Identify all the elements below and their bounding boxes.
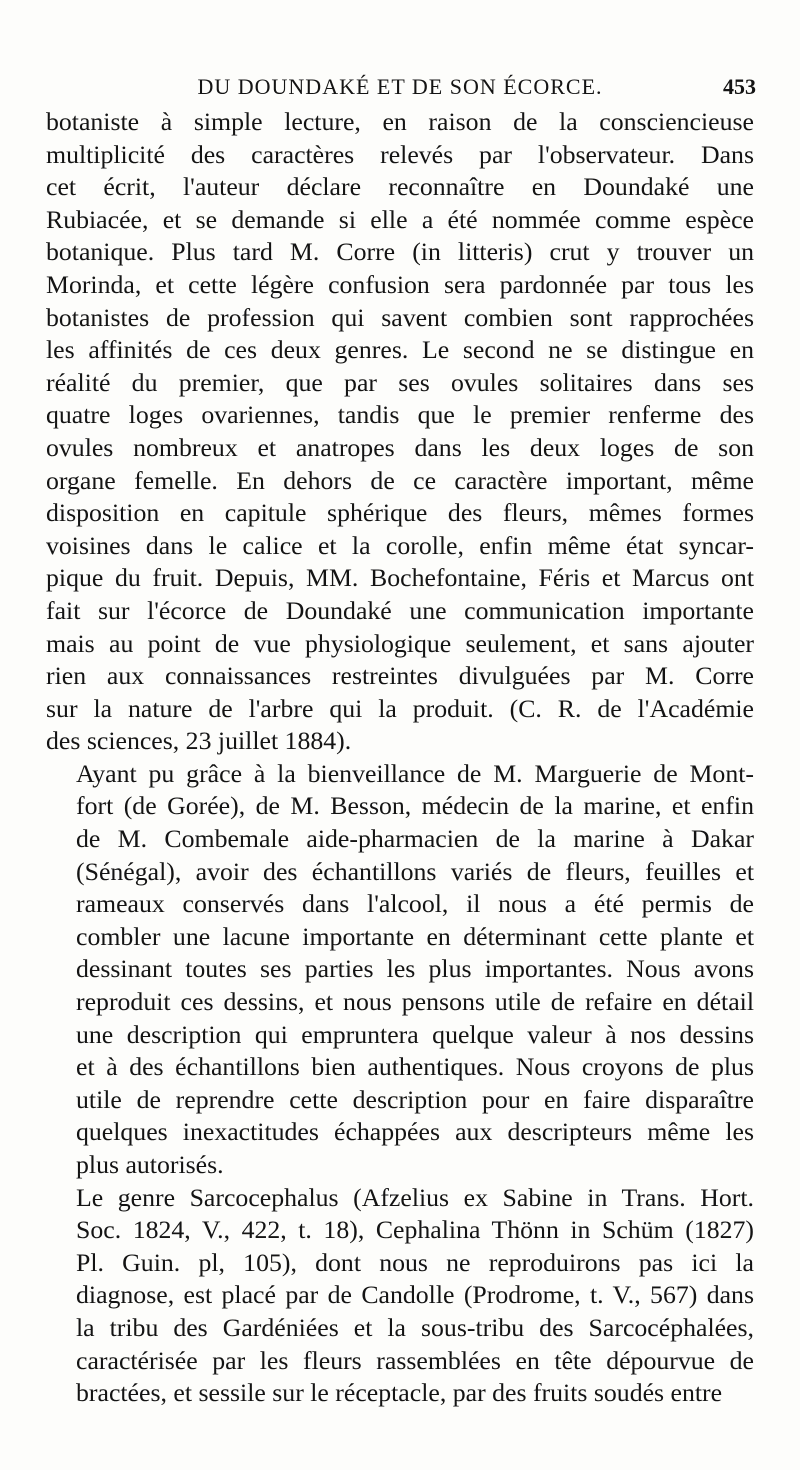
text-line: des sciences, 23 juillet 1884). xyxy=(46,726,352,756)
text-line: botaniste à simple lecture, en raison de la consciencieuse xyxy=(46,107,754,136)
text-line: organe femelle. En dehors de ce caractère important, même xyxy=(46,465,754,495)
paragraph-3 xyxy=(46,1182,754,1410)
text-line: Pl. Guin. pl, 105), dont nous ne reproduirons pas ici la xyxy=(76,1247,754,1277)
text-line: Soc. 1824, V., 422, t. 18), Cephalina Thönn in Schüm (1827) xyxy=(76,1215,754,1245)
text-line: une description qui empruntera quelque valeur à nos dessins xyxy=(76,1019,754,1049)
text-line: et à des échantillons bien authentiques. Nous croyons de plus xyxy=(76,1052,754,1082)
text-line: réalité du premier, que par ses ovules solitaires dans ses xyxy=(46,367,754,397)
text-line: combler une lacune importante en déterminant cette plante et xyxy=(76,921,754,951)
text-line: reproduit ces dessins, et nous pensons utile de refaire en détail xyxy=(76,987,754,1017)
text-line: fait sur l'écorce de Doundaké une communication importante xyxy=(46,595,754,625)
text-line: (Sénégal), avoir des échantillons variés de fleurs, feuilles et xyxy=(76,856,754,886)
text-line: rien aux connaissances restreintes divulguées par M. Corre xyxy=(46,661,754,691)
page-number: 453 xyxy=(723,74,756,99)
text-line: mais au point de vue physiologique seulement, et sans ajouter xyxy=(46,628,754,658)
text-line: pique du fruit. Depuis, MM. Bochefontaine, Féris et Marcus ont xyxy=(46,563,754,593)
text-line: la tribu des Gardéniées et la sous-tribu des Sarcocéphalées, xyxy=(76,1312,754,1342)
text-line: bractées, et sessile sur le réceptacle, par des fruits soudés entre xyxy=(76,1378,723,1408)
text-line: quatre loges ovariennes, tandis que le premier renferme des xyxy=(46,400,754,430)
text-line: multiplicité des caractères relevés par l'observateur. Dans xyxy=(46,139,754,169)
text-line: diagnose, est placé par de Candolle (Prodrome, t. V., 567) dans xyxy=(76,1280,754,1310)
text-line: Ayant pu grâce à la bienveillance de M. Marguerie de Mont- xyxy=(76,758,754,788)
text-line: voisines dans le calice et la corolle, enfin même état syncar- xyxy=(46,530,754,560)
text-line: fort (de Gorée), de M. Besson, médecin de la marine, et enfin xyxy=(76,791,754,821)
text-line: de M. Combemale aide-pharmacien de la marine à Dakar xyxy=(76,824,754,854)
text-line: caractérisée par les fleurs rassemblées en tête dépourvue de xyxy=(76,1345,754,1375)
paragraph-2 xyxy=(46,758,754,1182)
text-line: plus autorisés. xyxy=(76,1150,224,1179)
body-text xyxy=(46,106,754,1410)
text-line: sur la nature de l'arbre qui la produit. (C. R. de l'Académie xyxy=(46,693,754,723)
page-header xyxy=(46,70,754,106)
text-line: Le genre Sarcocephalus (Afzelius ex Sabine in Trans. Hort. xyxy=(76,1182,754,1212)
text-line: utile de reprendre cette description pour en faire disparaître xyxy=(76,1084,754,1114)
text-line: quelques inexactitudes échappées aux descripteurs même les xyxy=(76,1117,754,1147)
text-line: botanique. Plus tard M. Corre (in litteris) crut y trouver un xyxy=(46,237,754,267)
text-line: rameaux conservés dans l'alcool, il nous a été permis de xyxy=(76,889,754,919)
text-line: botanistes de profession qui savent combien sont rapprochées xyxy=(46,302,754,332)
text-line: Morinda, et cette légère confusion sera pardonnée par tous les xyxy=(46,269,754,299)
text-line: ovules nombreux et anatropes dans les deux loges de son xyxy=(46,432,754,462)
text-line: Rubiacée, et se demande si elle a été nommée comme espèce xyxy=(46,204,754,234)
paragraph-1 xyxy=(46,106,754,758)
text-line: dessinant toutes ses parties les plus importantes. Nous avons xyxy=(76,954,754,984)
text-line: les affinités de ces deux genres. Le second ne se distingue en xyxy=(46,335,754,365)
running-title: DU DOUNDAKÉ ET DE SON ÉCORCE. xyxy=(197,74,603,99)
text-line: disposition en capitule sphérique des fleurs, mêmes formes xyxy=(46,498,754,528)
text-line: cet écrit, l'auteur déclare reconnaître en Doundaké une xyxy=(46,172,754,202)
book-page xyxy=(46,70,754,1410)
